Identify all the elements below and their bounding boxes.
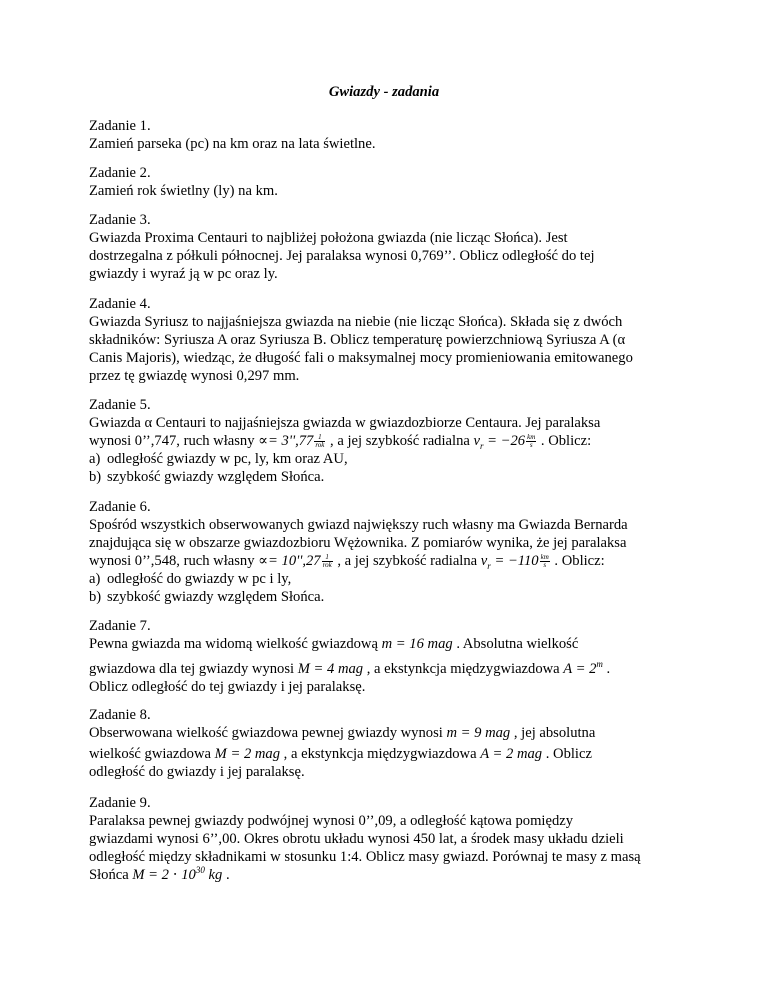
- task-text: odległość do gwiazdy i jej paralaksę.: [89, 764, 305, 780]
- absolute-magnitude-formula: M = 2 mag: [214, 746, 281, 762]
- task-8: [89, 706, 689, 781]
- proper-motion-formula: ∝= 3'',77: [258, 433, 314, 449]
- task-text: Canis Majoris), wiedząc, że długość fali o maksymalnej mocy promieniowania emitowanego: [89, 350, 633, 366]
- task-text: Gwiazda α Centauri to najjaśniejsza gwiazda w gwiazdozbiorze Centaura. Jej paralaksa: [89, 415, 601, 431]
- apparent-magnitude-formula: m = 16 mag: [381, 636, 453, 652]
- task-heading: Zadanie 9.: [89, 795, 151, 811]
- task-text: odległość między składnikami w stosunku 1:4. Oblicz masy gwiazd. Porównaj te masy z masą: [89, 849, 641, 865]
- task-text: dostrzegalna z półkuli północnej. Jej paralaksa wynosi 0,769’’. Oblicz odległość do tej: [89, 248, 595, 264]
- task-text: Oblicz odległość do tej gwiazdy i jej paralaksę.: [89, 679, 366, 695]
- per-year-fraction: $\frac{1}{\text{rok}}$: [322, 553, 332, 570]
- radial-velocity-formula: $v_r = -26$: [473, 433, 526, 451]
- km-per-s-fraction: $\frac{km}{s}$: [540, 553, 549, 570]
- list-item: b) szybkość gwiazdy względem Słońca.: [89, 469, 325, 485]
- list-item: b) szybkość gwiazdy względem Słońca.: [89, 589, 325, 605]
- task-text: Obserwowana wielkość gwiazdowa pewnej gwiazdy wynosi m = 9 mag , jej absolutna: [89, 725, 596, 741]
- task-heading: Zadanie 7.: [89, 618, 151, 634]
- task-heading: Zadanie 2.: [89, 165, 151, 181]
- task-heading: Zadanie 5.: [89, 397, 151, 413]
- task-6: [89, 498, 689, 606]
- extinction-formula: A = 2 mag: [480, 746, 543, 762]
- page-title: Gwiazdy - zadania: [328, 84, 440, 100]
- task-text: wynosi 0’’,548, ruch własny ∝= 10'',27 $\frac{1}{\text{rok}}$ , a jej szybkość radialna $v_r = -110$ $\frac{km}{s}$ . Oblicz:: [89, 553, 605, 571]
- task-text: gwiazdami wynosi 6’’,00. Okres obrotu układu wynosi 450 lat, a środek masy układu dzieli: [89, 831, 624, 847]
- task-text: znajdująca się w obszarze gwiazdozbioru Wężownika. Z pomiarów wynika, że jej paralaksa: [89, 535, 627, 551]
- task-text: Pewna gwiazda ma widomą wielkość gwiazdową m = 16 mag . Absolutna wielkość: [89, 636, 579, 652]
- per-year-fraction: $\frac{1}{\text{rok}}$: [315, 433, 325, 450]
- task-text: przez tę gwiazdę wynosi 0,297 mm.: [89, 368, 300, 384]
- task-7: [89, 617, 689, 696]
- absolute-magnitude-formula: M = 4 mag: [297, 661, 364, 677]
- list-item: a) odległość gwiazdy w pc, ly, km oraz AU,: [89, 451, 348, 467]
- task-4: [89, 295, 689, 385]
- task-text: gwiazdy i wyraź ją w pc oraz ly.: [89, 266, 278, 282]
- task-5: [89, 396, 689, 486]
- task-2: [89, 164, 689, 200]
- task-text: wynosi 0’’,747, ruch własny ∝= 3'',77 $\frac{1}{\text{rok}}$ , a jej szybkość radialna $v_r = -26$ $\frac{km}{s}$ . Oblicz:: [89, 433, 592, 451]
- task-text: Słońca $M = 2 \cdot 10^{30}$ kg .: [89, 865, 230, 883]
- task-text: wielkość gwiazdowa M = 2 mag , a ekstynkcja międzygwiazdowa A = 2 mag . Oblicz: [89, 746, 592, 762]
- radial-velocity-formula: $v_r = -110$: [480, 553, 539, 571]
- task-9: [89, 794, 689, 884]
- task-3: [89, 211, 689, 283]
- task-heading: Zadanie 8.: [89, 707, 151, 723]
- task-text: Gwiazda Proxima Centauri to najbliżej położona gwiazda (nie licząc Słońca). Jest: [89, 230, 568, 246]
- km-per-s-fraction: $\frac{km}{s}$: [527, 433, 536, 450]
- task-text: Zamień parseka (pc) na km oraz na lata świetlne.: [89, 136, 376, 152]
- extinction-formula: $A = 2^m$: [563, 659, 603, 677]
- task-heading: Zadanie 6.: [89, 499, 151, 515]
- proper-motion-formula: ∝= 10'',27: [258, 553, 321, 569]
- task-text: Spośród wszystkich obserwowanych gwiazd największy ruch własny ma Gwiazda Bernarda: [89, 517, 628, 533]
- apparent-magnitude-formula: m = 9 mag: [446, 725, 511, 741]
- task-heading: Zadanie 4.: [89, 296, 151, 312]
- sub-question-list: [89, 450, 689, 486]
- task-heading: Zadanie 3.: [89, 212, 151, 228]
- task-text: Paralaksa pewnej gwiazdy podwójnej wynosi 0’’,09, a odległość kątowa pomiędzy: [89, 813, 574, 829]
- task-text: gwiazdowa dla tej gwiazdy wynosi M = 4 mag , a ekstynkcja międzygwiazdowa $A = 2^m$ .: [89, 659, 611, 677]
- solar-mass-formula: $M = 2 \cdot 10^{30}$ kg: [132, 865, 223, 883]
- task-text: składników: Syriusza A oraz Syriusza B. Oblicz temperaturę powierzchniową Syriusza A (α: [89, 332, 626, 348]
- list-item: a) odległość do gwiazdy w pc i ly,: [89, 571, 292, 587]
- task-text: Zamień rok świetlny (ly) na km.: [89, 183, 278, 199]
- task-heading: Zadanie 1.: [89, 118, 151, 134]
- task-1: [89, 117, 689, 153]
- sub-question-list: [89, 570, 689, 606]
- task-text: Gwiazda Syriusz to najjaśniejsza gwiazda na niebie (nie licząc Słońca). Składa się z dwóch: [89, 314, 623, 330]
